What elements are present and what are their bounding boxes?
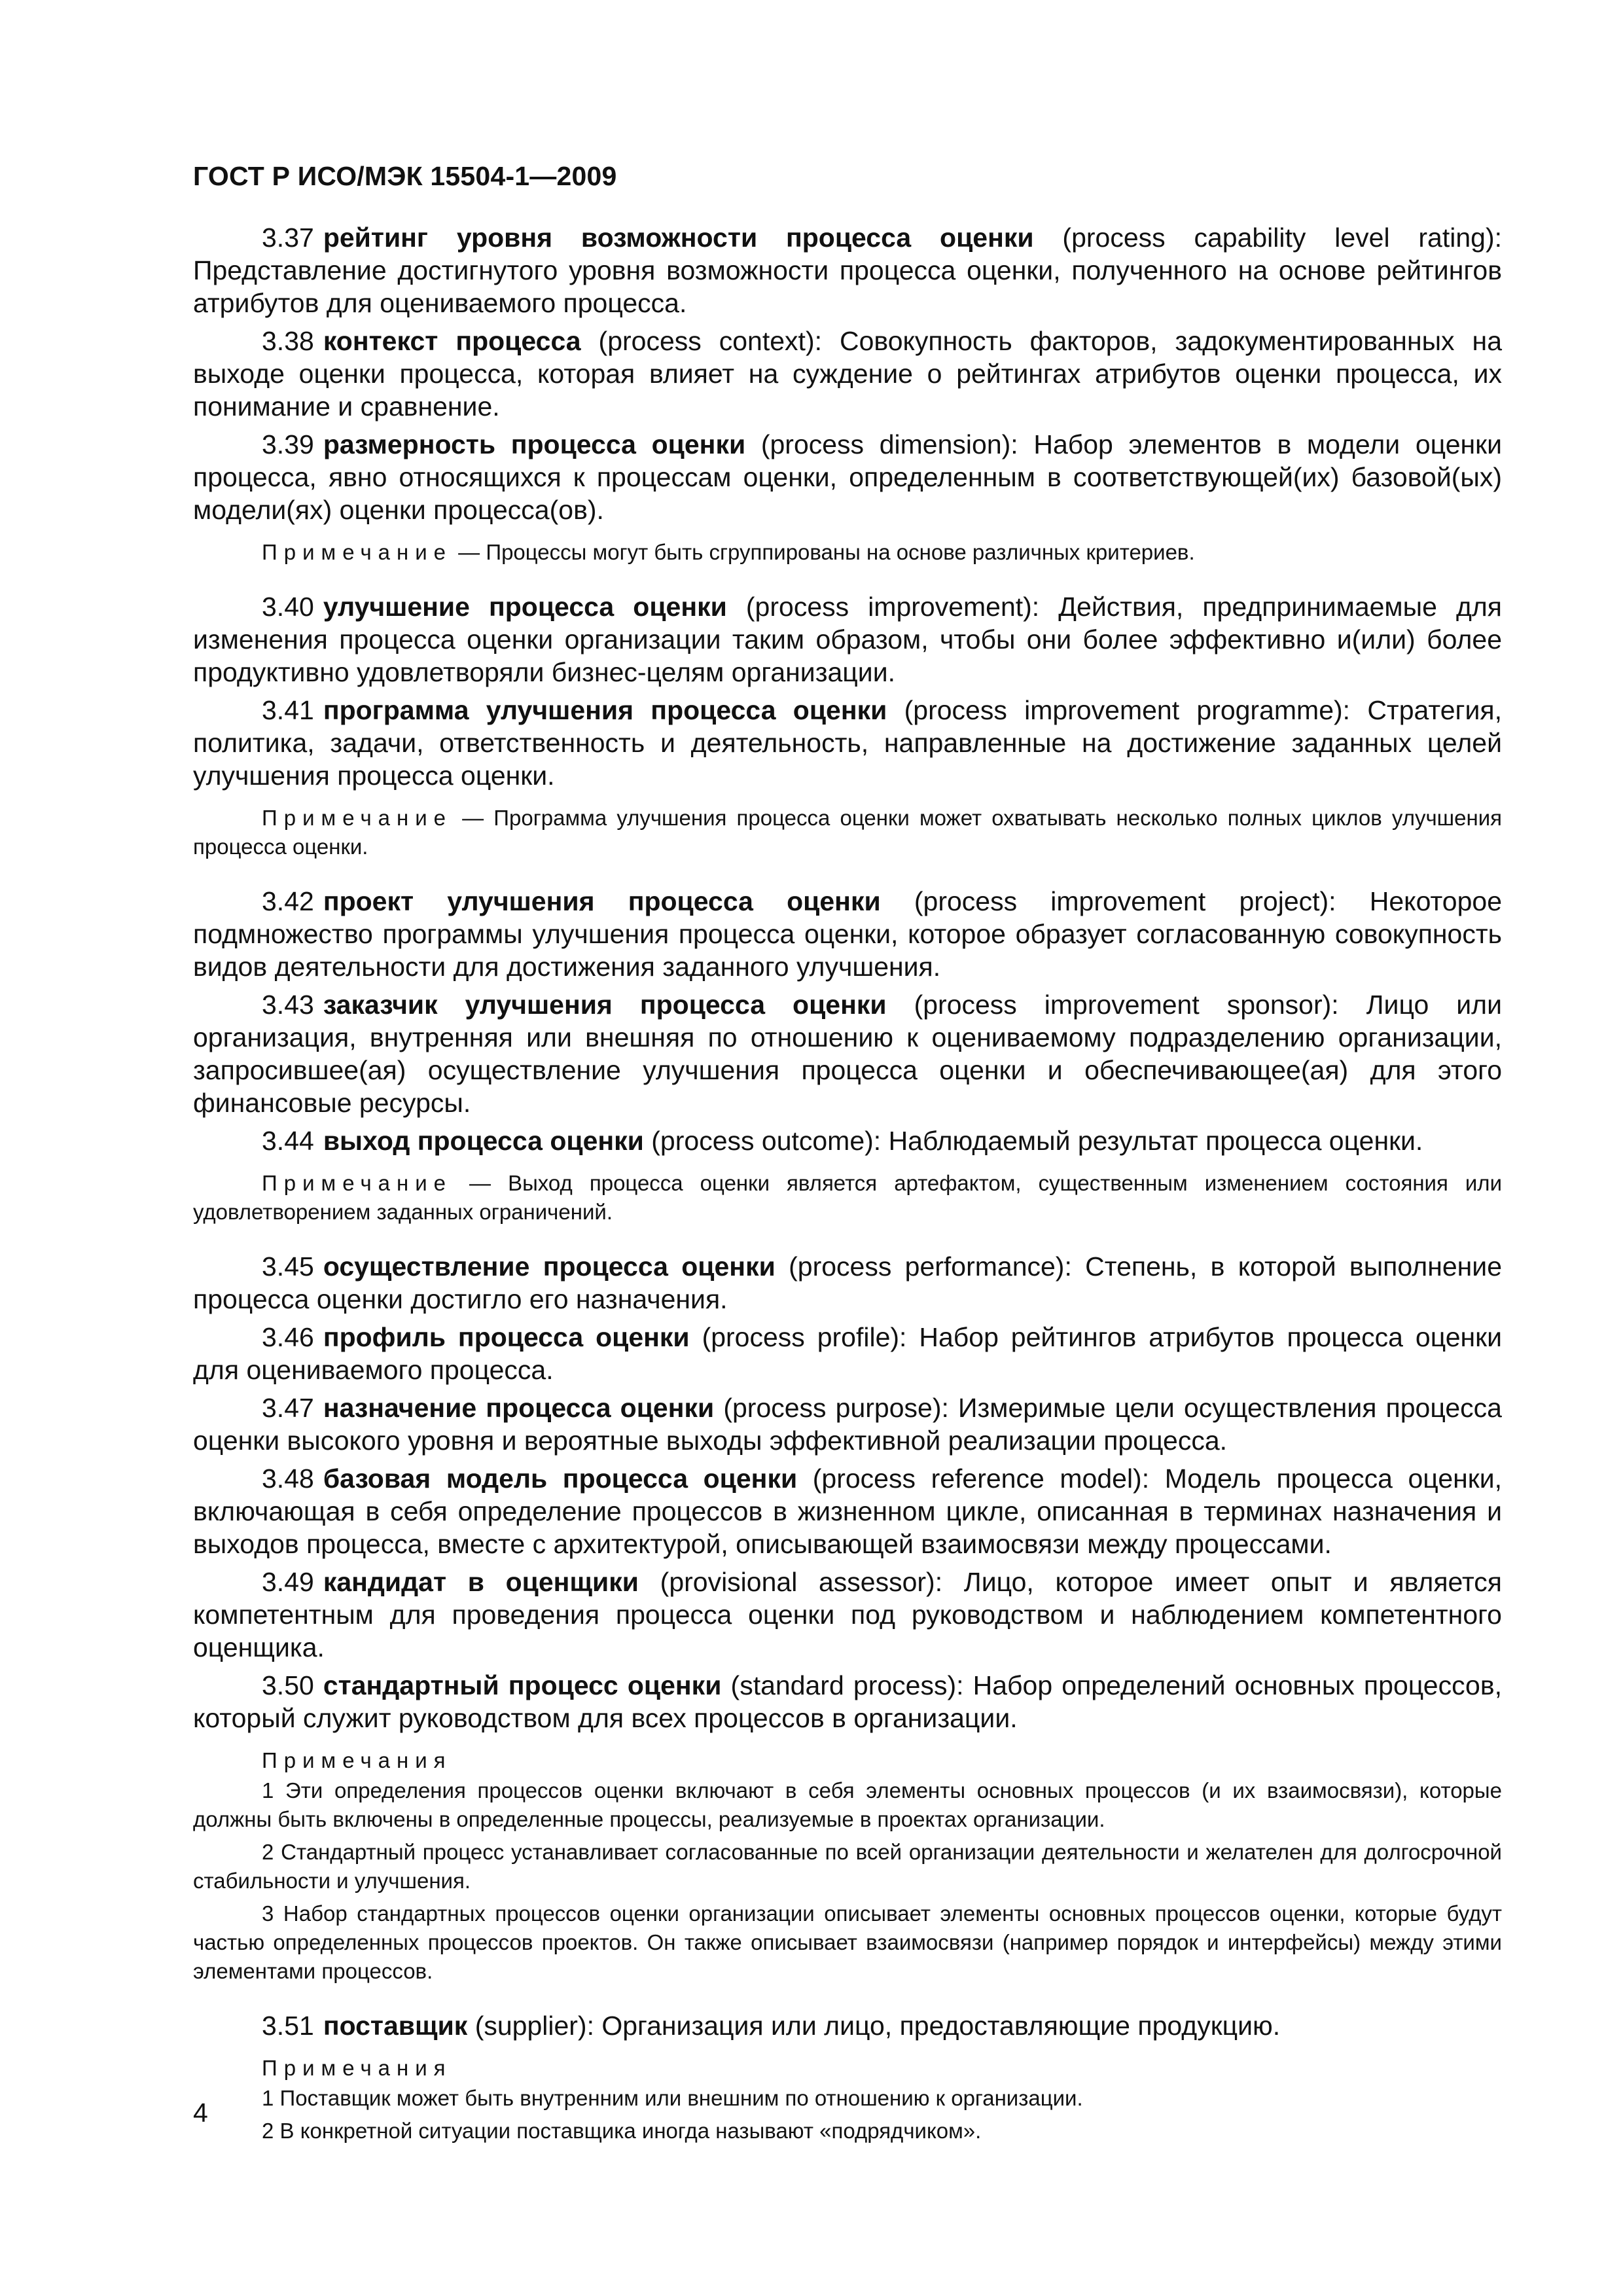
term-definition: (provisional assessor): Лицо, которое имеет опыт и является компетентным для проведения процесса оценки под руководством и наблюдением компетентного оценщика. xyxy=(193,1567,1502,1662)
term-definition: (process capability level rating): Представление достигнутого уровня возможности процесса оценки, полученного на основе рейтингов атрибутов для оцениваемого процесса. xyxy=(193,223,1502,318)
term-entry xyxy=(193,1669,1502,1734)
term-entry xyxy=(193,2009,1502,2042)
term-name: назначение процесса оценки xyxy=(323,1393,715,1423)
term-number: 3.42 xyxy=(262,886,314,916)
note xyxy=(193,538,1502,567)
term-entry xyxy=(193,1321,1502,1386)
term-definition: (process improvement): Действия, предпринимаемые для изменения процесса оценки организации таким образом, чтобы они более эффективно и(или) более продуктивно удовлетворяли бизнес-целям организации. xyxy=(193,592,1503,687)
note-text: — Выход процесса оценки является артефактом, существенным изменением состояния или удовлетворением заданных ограничений. xyxy=(193,1171,1502,1224)
term-name: выход процесса оценки xyxy=(323,1126,644,1156)
term-number: 3.45 xyxy=(262,1251,314,1282)
notes-group xyxy=(193,2054,1502,2145)
term-entry xyxy=(193,988,1502,1119)
term-number: 3.40 xyxy=(262,592,314,622)
term-number: 3.51 xyxy=(262,2011,314,2041)
term-name: базовая модель процесса оценки xyxy=(323,1463,798,1494)
term-entry xyxy=(193,1462,1502,1560)
term-definition: (process improvement project): Некоторое подмножество программы улучшения процесса оценки, которое образует согласованную совокупность видов деятельности для достижения заданного улучшения. xyxy=(193,886,1502,982)
term-number: 3.46 xyxy=(262,1322,314,1352)
term-entry xyxy=(193,1250,1502,1316)
term-number: 3.37 xyxy=(262,223,314,253)
term-number: 3.47 xyxy=(262,1393,314,1423)
term-definition: (process improvement sponsor): Лицо или организация, внутренняя или внешняя по отношению к оцениваемому подразделению организации, запросившее(ая) осуществление улучшения процесса оценки и обеспечивающее(ая) для этого финансовые ресурсы. xyxy=(193,990,1502,1118)
note xyxy=(193,1169,1502,1227)
note-item: 1 Поставщик может быть внутренним или внешним по отношению к организации. xyxy=(262,2086,1083,2110)
term-entry xyxy=(193,694,1502,792)
term-definition: (supplier): Организация или лицо, предоставляющие продукцию. xyxy=(467,2011,1281,2041)
term-definition: (process reference model): Модель процесса оценки, включающая в себя определение процессов в жизненном цикле, описанная в терминах назначения и выходов процесса, вместе с архитектурой, описывающей взаимосвязи между процессами. xyxy=(193,1463,1502,1559)
note-item: 2 Стандартный процесс устанавливает согласованные по всей организации деятельности и желателен для долгосрочной стабильности и улучшения. xyxy=(193,1840,1502,1893)
term-name: осуществление процесса оценки xyxy=(323,1251,776,1282)
term-entry xyxy=(193,1566,1502,1664)
term-name: кандидат в оценщики xyxy=(323,1567,639,1597)
content xyxy=(193,221,1502,2169)
term-number: 3.39 xyxy=(262,429,314,459)
term-definition: (process outcome): Наблюдаемый результат процесса оценки. xyxy=(643,1126,1423,1156)
term-name: заказчик улучшения процесса оценки xyxy=(323,990,887,1020)
note-label: Примечание xyxy=(262,806,453,830)
term-number: 3.50 xyxy=(262,1670,314,1700)
term-definition: (process profile): Набор рейтингов атрибутов процесса оценки для оцениваемого процесса. xyxy=(193,1322,1502,1385)
term-entry xyxy=(193,325,1502,423)
note-text: — Процессы могут быть сгруппированы на основе различных критериев. xyxy=(452,540,1195,564)
term-entry xyxy=(193,590,1502,689)
term-number: 3.49 xyxy=(262,1567,314,1597)
term-entry xyxy=(193,221,1502,319)
term-name: поставщик xyxy=(323,2011,468,2041)
standard-header: ГОСТ Р ИСО/МЭК 15504-1—2009 xyxy=(193,161,617,191)
term-name: улучшение процесса оценки xyxy=(323,592,727,622)
note-item: 2 В конкретной ситуации поставщика иногда называют «подрядчиком». xyxy=(262,2119,982,2143)
term-definition: (process context): Совокупность факторов, задокументированных на выходе оценки процесса, которая влияет на суждение о рейтингах атрибутов оценки процесса, их понимание и сравнение. xyxy=(193,326,1502,422)
term-name: размерность процесса оценки xyxy=(323,429,746,459)
notes-title: Примечания xyxy=(262,2056,452,2080)
term-number: 3.48 xyxy=(262,1463,314,1494)
term-number: 3.38 xyxy=(262,326,314,356)
page-number: 4 xyxy=(193,2098,208,2128)
term-name: рейтинг уровня возможности процесса оценки xyxy=(323,223,1034,253)
term-name: программа улучшения процесса оценки xyxy=(323,695,887,725)
note-text: — Программа улучшения процесса оценки может охватывать несколько полных циклов улучшения процесса оценки. xyxy=(193,806,1502,859)
term-definition: (process performance): Степень, в которой выполнение процесса оценки достигло его назначения. xyxy=(193,1251,1502,1314)
term-definition: (process improvement programme): Стратегия, политика, задачи, ответственность и деятельность, направленные на достижение заданных целей улучшения процесса оценки. xyxy=(193,695,1502,791)
term-name: контекст процесса xyxy=(323,326,581,356)
term-definition: (process purpose): Измеримые цели осуществления процесса оценки высокого уровня и вероятные выходы эффективной реализации процесса. xyxy=(193,1393,1502,1456)
term-name: профиль процесса оценки xyxy=(323,1322,690,1352)
note-label: Примечание xyxy=(262,1171,453,1195)
term-name: проект улучшения процесса оценки xyxy=(323,886,881,916)
term-number: 3.43 xyxy=(262,990,314,1020)
note-label: Примечание xyxy=(262,540,453,564)
notes-group xyxy=(193,1746,1502,1986)
note-item: 3 Набор стандартных процессов оценки организации описывает элементы основных процессов оценки, которые будут частью определенных процессов проектов. Он также описывает взаимосвязи (например порядок и интерфейсы) между этими элементами процессов. xyxy=(193,1901,1502,1983)
term-entry xyxy=(193,1391,1502,1457)
notes-title: Примечания xyxy=(262,1748,452,1772)
term-entry xyxy=(193,428,1502,526)
term-name: стандартный процесс оценки xyxy=(323,1670,722,1700)
term-entry xyxy=(193,1124,1502,1157)
term-number: 3.41 xyxy=(262,695,314,725)
term-definition: (standard process): Набор определений основных процессов, который служит руководством для всех процессов в организации. xyxy=(193,1670,1503,1733)
term-definition: (process dimension): Набор элементов в модели оценки процесса, явно относящихся к процессам оценки, определенным в соответствующей(их) базовой(ых) модели(ях) оценки процесса(ов). xyxy=(193,429,1502,525)
note xyxy=(193,804,1502,861)
term-entry xyxy=(193,885,1502,983)
term-number: 3.44 xyxy=(262,1126,314,1156)
note-item: 1 Эти определения процессов оценки включают в себя элементы основных процессов (и их взаимосвязи), которые должны быть включены в определенные процессы, реализуемые в проектах организации. xyxy=(193,1778,1502,1831)
